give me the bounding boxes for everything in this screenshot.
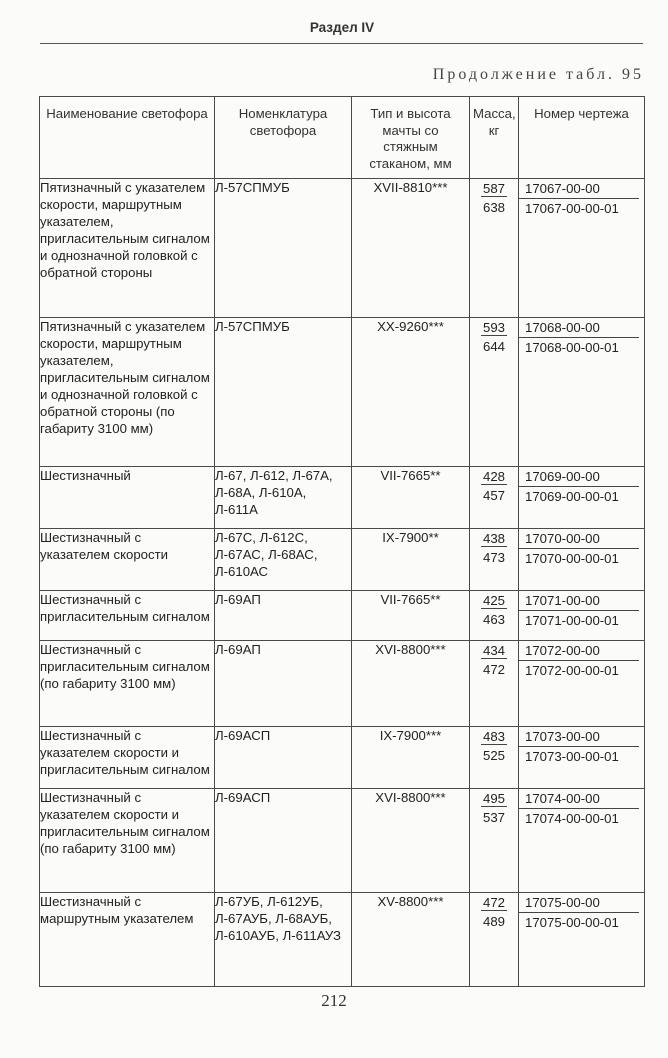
table-row bbox=[40, 591, 645, 641]
table-row bbox=[40, 641, 645, 727]
drawing-number-top: 17075-00-00 bbox=[519, 893, 639, 913]
signal-name: Шестизначный с указателем скорости bbox=[40, 529, 215, 591]
mass-cell bbox=[470, 893, 519, 987]
drawing-number-bottom: 17072-00-00-01 bbox=[525, 663, 619, 678]
mass-bottom: 473 bbox=[482, 550, 505, 565]
drawing-number-bottom: 17067-00-00-01 bbox=[525, 201, 619, 216]
mast-type-height: VII-7665** bbox=[352, 591, 470, 641]
mass-top: 483 bbox=[482, 729, 505, 744]
mast-type-height: VII-7665** bbox=[352, 467, 470, 529]
drawing-cell bbox=[519, 789, 645, 893]
header-divider bbox=[40, 43, 643, 44]
header-mass: Масса, кг bbox=[470, 97, 519, 179]
signal-nomenclature: Л-67, Л-612, Л-67А, Л-68А, Л-610А, Л-611А bbox=[215, 467, 352, 529]
table-row bbox=[40, 893, 645, 987]
mass-top: 425 bbox=[482, 593, 505, 608]
table-row bbox=[40, 179, 645, 318]
signal-name: Шестизначный с указателем скорости и пригласительным сигналом (по габариту 3100 мм) bbox=[40, 789, 215, 893]
signal-name: Пятизначный с указателем скорости, маршрутным указателем, пригласительным сигналом и однозначной головкой с обратной стороны (по габариту 3100 мм) bbox=[40, 318, 215, 467]
mast-type-height: XX-9260*** bbox=[352, 318, 470, 467]
signal-name: Шестизначный bbox=[40, 467, 215, 529]
mass-bottom: 644 bbox=[482, 339, 505, 354]
signal-nomenclature: Л-69АП bbox=[215, 591, 352, 641]
drawing-cell bbox=[519, 529, 645, 591]
mass-cell bbox=[470, 727, 519, 789]
drawing-number-bottom: 17071-00-00-01 bbox=[525, 613, 619, 628]
signal-nomenclature: Л-57СПМУБ bbox=[215, 179, 352, 318]
mass-top: 593 bbox=[482, 320, 505, 335]
drawing-cell bbox=[519, 727, 645, 789]
drawing-number-top: 17072-00-00 bbox=[519, 641, 639, 661]
drawing-number-top: 17068-00-00 bbox=[519, 318, 639, 338]
mast-type-height: IX-7900*** bbox=[352, 727, 470, 789]
mast-type-height: XVII-8810*** bbox=[352, 179, 470, 318]
mass-cell bbox=[470, 179, 519, 318]
mass-top: 434 bbox=[482, 643, 505, 658]
mass-cell bbox=[470, 318, 519, 467]
mass-top: 587 bbox=[482, 181, 505, 196]
table-row bbox=[40, 467, 645, 529]
page-number: 212 bbox=[321, 991, 347, 1010]
signal-name: Шестизначный с маршрутным указателем bbox=[40, 893, 215, 987]
mass-cell bbox=[470, 591, 519, 641]
header-drawing: Номер чертежа bbox=[519, 97, 645, 179]
table-continuation-label: Продолжение табл. 95 bbox=[432, 66, 644, 83]
table-header-row bbox=[40, 97, 645, 179]
mass-bottom: 472 bbox=[482, 662, 505, 677]
drawing-number-top: 17074-00-00 bbox=[519, 789, 639, 809]
drawing-number-top: 17069-00-00 bbox=[519, 467, 639, 487]
drawing-number-top: 17067-00-00 bbox=[519, 179, 639, 199]
drawing-cell bbox=[519, 179, 645, 318]
drawing-number-top: 17073-00-00 bbox=[519, 727, 639, 747]
drawing-number-bottom: 17074-00-00-01 bbox=[525, 811, 619, 826]
drawing-number-top: 17071-00-00 bbox=[519, 591, 639, 611]
mast-type-height: XVI-8800*** bbox=[352, 641, 470, 727]
mast-type-height: IX-7900** bbox=[352, 529, 470, 591]
mast-type-height: XV-8800*** bbox=[352, 893, 470, 987]
section-title: Раздел IV bbox=[309, 20, 375, 35]
signal-name: Шестизначный с пригласительным сигналом bbox=[40, 591, 215, 641]
mass-bottom: 463 bbox=[482, 612, 505, 627]
mass-bottom: 638 bbox=[482, 200, 505, 215]
drawing-number-bottom: 17075-00-00-01 bbox=[525, 915, 619, 930]
drawing-number-bottom: 17073-00-00-01 bbox=[525, 749, 619, 764]
signal-nomenclature: Л-57СПМУБ bbox=[215, 318, 352, 467]
signal-spec-table bbox=[39, 96, 645, 987]
header-name: Наименование светофора bbox=[40, 97, 215, 179]
drawing-cell bbox=[519, 893, 645, 987]
table-row bbox=[40, 727, 645, 789]
mass-cell bbox=[470, 641, 519, 727]
drawing-cell bbox=[519, 318, 645, 467]
mass-cell bbox=[470, 789, 519, 893]
mass-bottom: 525 bbox=[482, 748, 505, 763]
table-row bbox=[40, 529, 645, 591]
drawing-number-bottom: 17069-00-00-01 bbox=[525, 489, 619, 504]
mass-cell bbox=[470, 529, 519, 591]
drawing-cell bbox=[519, 591, 645, 641]
mass-cell bbox=[470, 467, 519, 529]
signal-name: Шестизначный с указателем скорости и пригласительным сигналом bbox=[40, 727, 215, 789]
header-nomenclature: Номенклатура светофора bbox=[215, 97, 352, 179]
mass-top: 495 bbox=[482, 791, 505, 806]
signal-nomenclature: Л-67С, Л-612С, Л-67АС, Л-68АС, Л-610АС bbox=[215, 529, 352, 591]
mass-top: 472 bbox=[482, 895, 505, 910]
mast-type-height: XVI-8800*** bbox=[352, 789, 470, 893]
header-mast: Тип и высота мачты со стяжным стаканом, мм bbox=[352, 97, 470, 179]
mass-bottom: 457 bbox=[482, 488, 505, 503]
table-row bbox=[40, 318, 645, 467]
signal-nomenclature: Л-69АП bbox=[215, 641, 352, 727]
mass-bottom: 489 bbox=[482, 914, 505, 929]
drawing-number-bottom: 17068-00-00-01 bbox=[525, 340, 619, 355]
signal-nomenclature: Л-69АСП bbox=[215, 789, 352, 893]
signal-nomenclature: Л-69АСП bbox=[215, 727, 352, 789]
table-row bbox=[40, 789, 645, 893]
mass-top: 438 bbox=[482, 531, 505, 546]
signal-nomenclature: Л-67УБ, Л-612УБ, Л-67АУБ, Л-68АУБ, Л-610АУБ, Л-611АУЗ bbox=[215, 893, 352, 987]
drawing-cell bbox=[519, 641, 645, 727]
drawing-number-bottom: 17070-00-00-01 bbox=[525, 551, 619, 566]
signal-name: Шестизначный с пригласительным сигналом (по габариту 3100 мм) bbox=[40, 641, 215, 727]
mass-bottom: 537 bbox=[482, 810, 505, 825]
mass-top: 428 bbox=[482, 469, 505, 484]
drawing-cell bbox=[519, 467, 645, 529]
drawing-number-top: 17070-00-00 bbox=[519, 529, 639, 549]
signal-name: Пятизначный с указателем скорости, маршрутным указателем, пригласительным сигналом и однозначной головкой с обратной стороны bbox=[40, 179, 215, 318]
